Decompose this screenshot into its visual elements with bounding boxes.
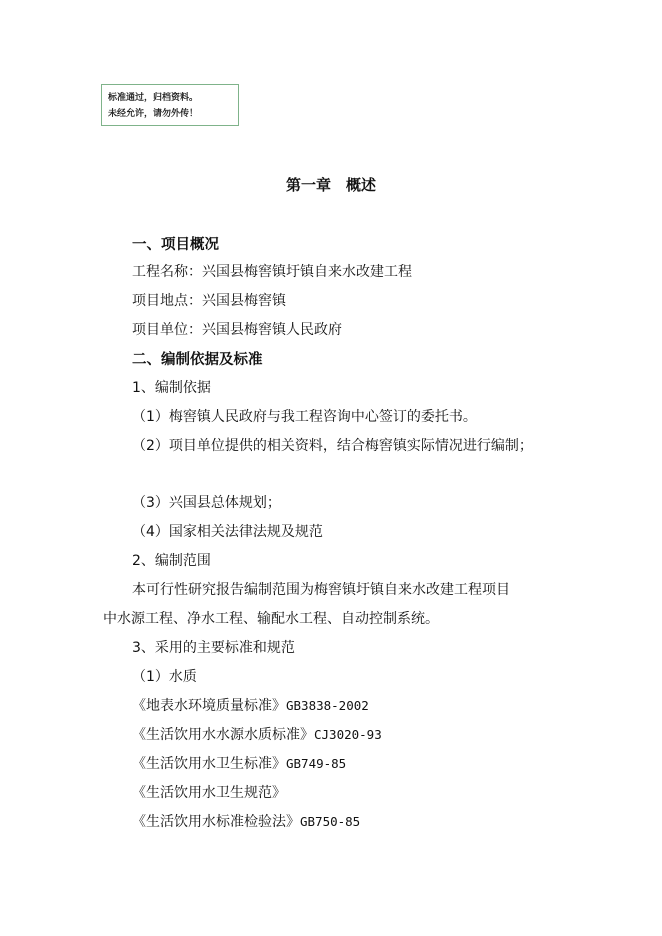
standard-name: 《生活饮用水卫生规范》 <box>132 785 286 801</box>
stamp-line-2: 未经允许，请勿外传！ <box>108 109 199 119</box>
standard-name: 《地表水环境质量标准》 <box>132 698 286 714</box>
standard-code: GB750-85 <box>300 814 361 829</box>
standard-code: CJ3020-93 <box>314 727 382 742</box>
basis-item-4: （4）国家相关法律法规及规范 <box>132 524 323 540</box>
project-name: 工程名称：兴国县梅窖镇圩镇自来水改建工程 <box>132 264 412 280</box>
standard-item <box>132 782 286 802</box>
basis-heading: 1、编制依据 <box>132 380 211 396</box>
scope-heading: 2、编制范围 <box>132 553 211 569</box>
standard-code: GB749-85 <box>286 756 347 771</box>
basis-item-2: （2）项目单位提供的相关资料，结合梅窖镇实际情况进行编制； <box>132 438 533 454</box>
chapter-title: 第一章 概述 <box>285 176 376 194</box>
standard-name: 《生活饮用水水源水质标准》 <box>132 727 314 743</box>
project-unit: 项目单位：兴国县梅窖镇人民政府 <box>132 322 342 338</box>
standard-item <box>132 724 382 744</box>
basis-item-3: （3）兴国县总体规划； <box>132 495 281 511</box>
standard-code: GB3838-2002 <box>286 698 369 713</box>
standards-heading: 3、采用的主要标准和规范 <box>132 640 295 656</box>
project-location: 项目地点：兴国县梅窖镇 <box>132 293 286 309</box>
standard-item <box>132 753 346 773</box>
stamp-line-1: 标准通过，归档资料。 <box>108 93 199 103</box>
standard-name: 《生活饮用水标准检验法》 <box>132 814 300 830</box>
standard-name: 《生活饮用水卫生标准》 <box>132 756 286 772</box>
approval-stamp <box>101 84 239 126</box>
scope-text-line-1: 本可行性研究报告编制范围为梅窖镇圩镇自来水改建工程项目 <box>132 582 510 598</box>
section-heading-overview: 一、项目概况 <box>132 237 219 253</box>
standard-item <box>132 811 360 831</box>
section-heading-basis: 二、编制依据及标准 <box>132 352 263 368</box>
water-quality-heading: （1）水质 <box>132 669 197 685</box>
standard-item <box>132 695 369 715</box>
scope-text-line-2: 中水源工程、净水工程、输配水工程、自动控制系统。 <box>103 611 439 627</box>
basis-item-1: （1）梅窖镇人民政府与我工程咨询中心签订的委托书。 <box>132 409 477 425</box>
